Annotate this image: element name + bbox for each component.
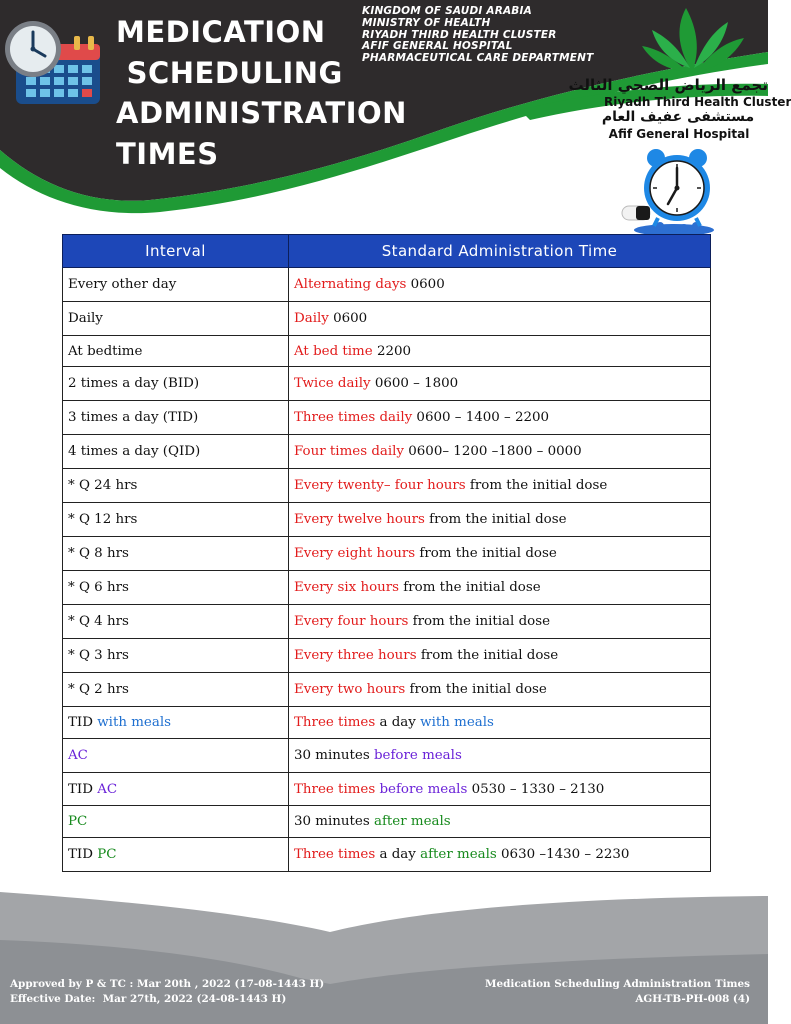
cell-text-segment: from the initial dose [465,478,608,493]
cell-text-segment: Every two hours [294,682,406,697]
cell-text-segment: Daily [294,311,329,326]
cell-text-segment: Every four hours [294,614,409,629]
table-row [63,401,711,435]
cell-text-segment: TID [68,781,98,797]
document-code: AGH-TB-PH-008 (4) [635,993,750,1005]
cell-text-segment: 0530 – 1330 – 2130 [467,781,605,797]
table-body [63,268,711,872]
footer-document-info [485,977,750,1007]
wall-clock-calendar-icon [2,18,104,108]
cell-text-segment: 0600 – 1800 [370,376,459,391]
cell-text-segment: a day [375,847,421,862]
table-row [63,571,711,605]
cell-text-segment: from the initial dose [405,682,547,697]
approved-line: Approved by P & TC : Mar 20th , 2022 (17-08-1443 H) [10,978,325,990]
cell-text-segment: before meals [379,781,468,797]
administration-time-cell [289,336,711,367]
cell-text-segment: Three times [294,781,380,797]
title-line: ADMINISTRATION [116,96,407,130]
cell-text-segment: Three times daily [294,410,413,425]
cell-text-segment: 30 minutes [294,748,374,763]
cell-text-segment: a day [375,715,421,730]
interval-cell [63,739,289,773]
interval-cell [63,773,289,806]
cell-text-segment: before meals [373,748,462,763]
interval-cell [63,367,289,401]
cell-text-segment: TID [68,847,98,862]
administration-time-cell [289,367,711,401]
cell-text-segment: from the initial dose [415,546,557,561]
cell-text-segment: with meals [420,715,494,730]
cell-text-segment: 0600– 1200 –1800 – 0000 [404,444,582,459]
interval-cell [63,707,289,739]
title-line: SCHEDULING [116,55,343,90]
cell-text-segment: * Q 6 hrs [68,580,129,595]
cell-text-segment: Every six hours [294,580,400,595]
cell-text-segment: from the initial dose [424,512,567,527]
administration-time-cell [289,537,711,571]
administration-time-cell [289,503,711,537]
administration-time-cell [289,707,711,739]
cell-text-segment: PC [97,847,117,862]
administration-time-cell [289,739,711,773]
cell-text-segment: * Q 3 hrs [68,648,129,663]
cell-text-segment: with meals [97,715,171,730]
hospital-logo-leaves-icon [640,2,750,74]
cell-text-segment: from the initial dose [416,648,559,663]
administration-time-cell [289,268,711,302]
cell-text-segment: Every three hours [294,648,417,663]
org-line: MINISTRY OF HEALTH [362,16,491,29]
interval-cell [63,673,289,707]
cell-text-segment: Every eight hours [294,546,416,561]
cell-text-segment: Four times daily [294,444,405,459]
cell-text-segment: Every twenty– four hours [294,478,466,493]
interval-cell [63,469,289,503]
interval-cell [63,503,289,537]
interval-cell [63,537,289,571]
interval-cell [63,605,289,639]
cell-text-segment: * Q 8 hrs [68,546,129,561]
logo-arabic-hospital: مستشفى عفيف العام [601,109,755,125]
cell-text-segment: * Q 2 hrs [68,682,129,697]
interval-cell [63,268,289,302]
table-row [63,707,711,739]
cell-text-segment: 2200 [372,343,412,359]
cell-text-segment: AC [68,748,88,763]
table-row [63,302,711,336]
title-line: TIMES [116,136,219,171]
title-line: MEDICATION [116,15,326,49]
table-row [63,605,711,639]
administration-time-cell [289,469,711,503]
administration-time-cell [289,605,711,639]
cell-text-segment: Daily [68,311,103,326]
table-row [63,838,711,872]
cell-text-segment: Alternating days [294,277,407,292]
cell-text-segment: 0600 [328,311,368,326]
cell-text-segment: TID [68,715,98,730]
cell-text-segment: 4 times a day (QID) [68,444,201,459]
logo-english-cluster: Riyadh Third Health Cluster [604,95,791,109]
footer-approval [10,977,324,1007]
cell-text-segment: after meals [373,814,451,829]
interval-cell [63,838,289,872]
administration-time-cell [289,435,711,469]
cell-text-segment: PC [68,814,88,829]
table-row [63,537,711,571]
interval-cell [63,571,289,605]
cell-text-segment: 0600 [406,277,445,292]
administration-time-cell [289,639,711,673]
table-row [63,367,711,401]
administration-time-cell [289,302,711,336]
cell-text-segment: 30 minutes [294,814,374,829]
organization-lines [362,6,593,65]
table-row [63,639,711,673]
table-row [63,268,711,302]
column-header-interval: Interval [63,235,289,268]
org-line: KINGDOM OF SAUDI ARABIA [362,5,532,17]
table-row [63,435,711,469]
interval-cell [63,806,289,838]
interval-cell [63,435,289,469]
cell-text-segment: after meals [420,847,497,862]
cell-text-segment: 0630 –1430 – 2230 [496,847,630,862]
administration-time-cell [289,838,711,872]
interval-cell [63,336,289,367]
table-row [63,806,711,838]
table-row [63,673,711,707]
cell-text-segment: Three times [294,715,376,730]
alarm-clock-icon [618,146,718,238]
effective-line: Effective Date: Mar 27th, 2022 (24-08-1443 H) [10,993,287,1005]
cell-text-segment: * Q 24 hrs [68,478,138,493]
logo-arabic-cluster: تجمع الرياض الصحي الثالث [568,76,768,94]
document-title: Medication Scheduling Administration Times [485,978,750,990]
interval-cell [63,302,289,336]
cell-text-segment: * Q 4 hrs [68,614,129,629]
table-row [63,503,711,537]
table-header-row [63,235,711,268]
cell-text-segment: Every other day [68,277,177,292]
org-line: RIYADH THIRD HEALTH CLUSTER [362,28,557,41]
table-row [63,773,711,806]
logo-english-hospital: Afif General Hospital [608,127,750,141]
interval-cell [63,639,289,673]
cell-text-segment: At bedtime [68,343,143,359]
cell-text-segment: from the initial dose [408,614,550,629]
administration-time-cell [289,401,711,435]
schedule-table [62,234,711,872]
column-header-time: Standard Administration Time [289,235,711,268]
cell-text-segment: Every twelve hours [294,512,425,527]
cell-text-segment: Three times [294,847,376,862]
org-line: AFIF GENERAL HOSPITAL [362,40,513,53]
cell-text-segment: * Q 12 hrs [68,512,138,527]
administration-time-cell [289,673,711,707]
cell-text-segment: AC [97,781,118,797]
table-row [63,739,711,773]
cell-text-segment: 0600 – 1400 – 2200 [412,410,550,425]
cell-text-segment: from the initial dose [399,580,541,595]
cell-text-segment: 3 times a day (TID) [68,410,199,425]
cell-text-segment: At bed time [294,343,373,359]
cell-text-segment: Twice daily [294,376,371,391]
table-row [63,469,711,503]
table-row [63,336,711,367]
cell-text-segment: 2 times a day (BID) [68,376,200,391]
administration-time-cell [289,773,711,806]
administration-time-cell [289,571,711,605]
org-line: PHARMACEUTICAL CARE DEPARTMENT [362,52,594,65]
administration-time-cell [289,806,711,838]
interval-cell [63,401,289,435]
